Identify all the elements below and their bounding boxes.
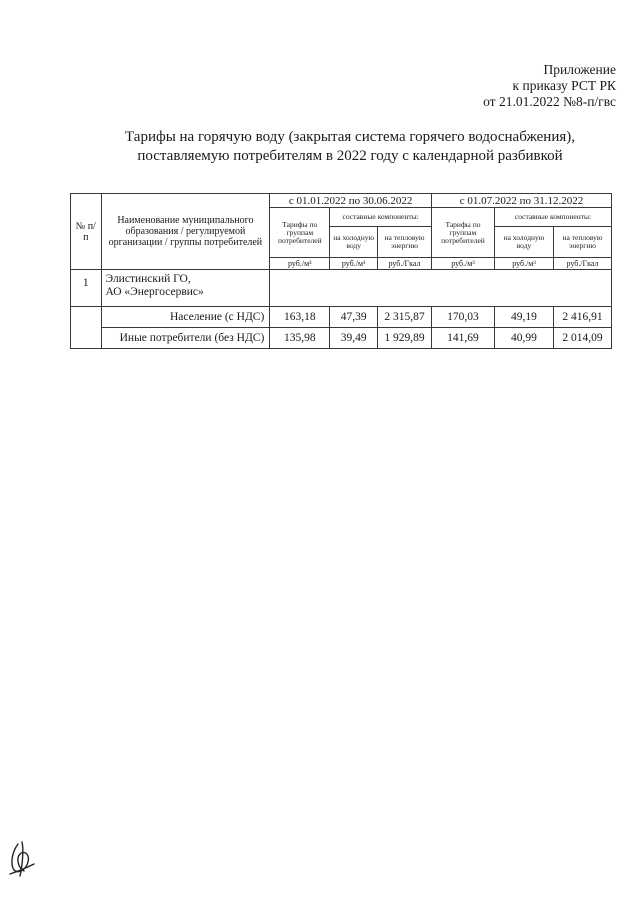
cell-p2-tariff: 141,69: [431, 328, 494, 349]
table-row: [71, 328, 612, 349]
cell-p1-tariff: 163,18: [270, 307, 330, 328]
header-p2-heat: на тепловую энергию: [553, 227, 611, 258]
org-row: [71, 270, 612, 307]
org-name-line-2: АО «Энергосервис»: [105, 286, 204, 298]
appendix-line-1: Приложение: [543, 62, 616, 77]
header-p2-tariff: Тарифы по группам потребителей: [431, 208, 494, 258]
cell-p2-heat: 2 416,91: [553, 307, 611, 328]
unit-p1-cold: руб./м³: [330, 258, 378, 270]
org-name-line-1: Элистинский ГО,: [105, 273, 191, 285]
unit-p2-cold: руб./м³: [495, 258, 554, 270]
header-p1-heat: на тепловую энергию: [378, 227, 432, 258]
cell-p1-heat: 2 315,87: [378, 307, 432, 328]
unit-p1-heat: руб./Гкал: [378, 258, 432, 270]
handwritten-signature: [4, 838, 44, 878]
unit-p1-tariff: руб./м³: [270, 258, 330, 270]
header-p1-cold: на холодную воду: [330, 227, 378, 258]
row-label-other: Иные потребители (без НДС): [101, 328, 270, 349]
unit-p2-tariff: руб./м³: [431, 258, 494, 270]
header-p1-components: составные компоненты:: [330, 208, 432, 227]
document-title: [80, 128, 620, 166]
header-p2-components: составные компоненты:: [495, 208, 612, 227]
unit-p2-heat: руб./Гкал: [553, 258, 611, 270]
table-row: [71, 307, 612, 328]
title-line-2: поставляемую потребителям в 2022 году с календарной разбивкой: [137, 148, 563, 164]
org-empty-cell: [270, 270, 612, 307]
org-name: [101, 270, 270, 307]
header-number: № п/п: [71, 194, 102, 270]
cell-p1-cold: 39,49: [330, 328, 378, 349]
tariff-table: [70, 193, 612, 349]
header-period-1: с 01.01.2022 по 30.06.2022: [270, 194, 432, 208]
header-p2-cold: на холодную воду: [495, 227, 554, 258]
cell-p1-tariff: 135,98: [270, 328, 330, 349]
cell-p2-heat: 2 014,09: [553, 328, 611, 349]
appendix-line-3: от 21.01.2022 №8-п/гвс: [483, 94, 616, 109]
cell-p2-cold: 40,99: [495, 328, 554, 349]
header-name: Наименование муниципального образования / регулируемой организации / группы потребителей: [101, 194, 270, 270]
row-label-population: Население (с НДС): [101, 307, 270, 328]
cell-p1-heat: 1 929,89: [378, 328, 432, 349]
appendix-block: [316, 62, 616, 110]
cell-p2-cold: 49,19: [495, 307, 554, 328]
org-number: 1: [71, 270, 102, 307]
appendix-line-2: к приказу РСТ РК: [512, 78, 616, 93]
group-empty-number: [71, 307, 102, 349]
cell-p1-cold: 47,39: [330, 307, 378, 328]
title-line-1: Тарифы на горячую воду (закрытая система горячего водоснабжения),: [125, 129, 575, 145]
header-period-2: с 01.07.2022 по 31.12.2022: [431, 194, 611, 208]
cell-p2-tariff: 170,03: [431, 307, 494, 328]
header-p1-tariff: Тарифы по группам потребителей: [270, 208, 330, 258]
